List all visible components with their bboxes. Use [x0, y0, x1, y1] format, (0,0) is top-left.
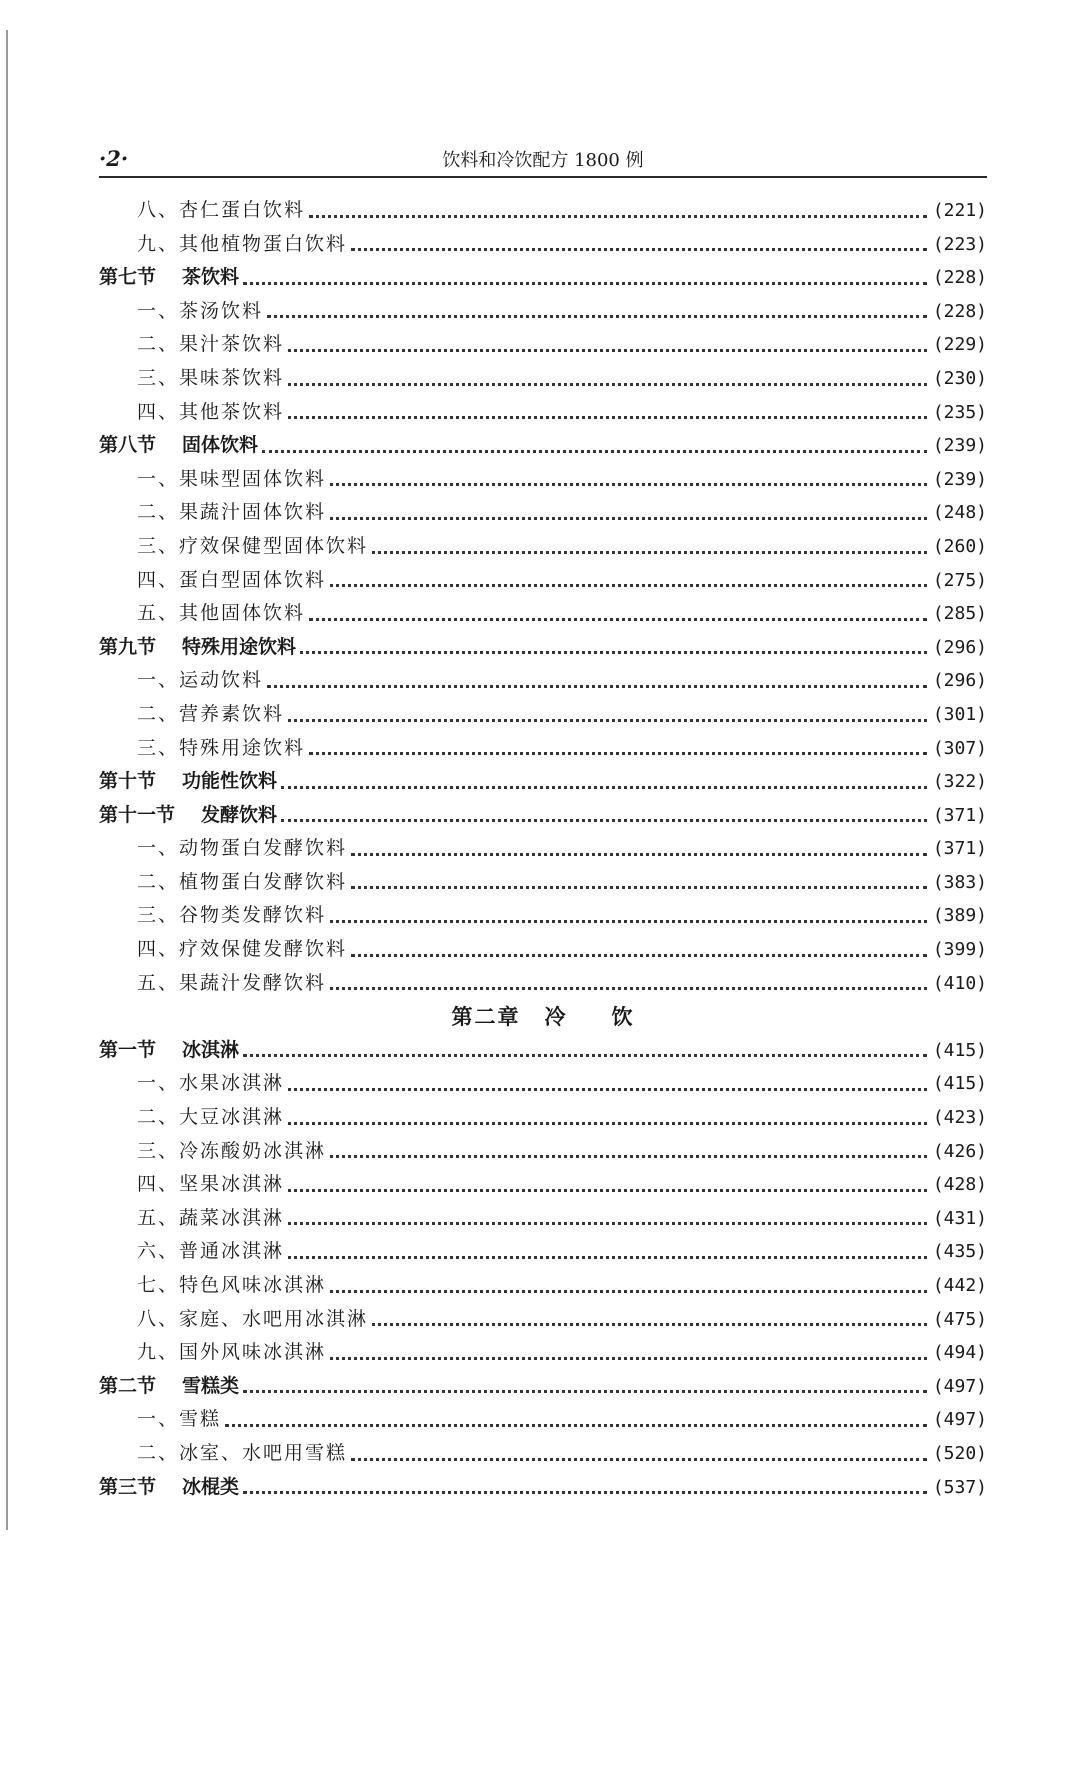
toc-page-number: (235)	[932, 401, 987, 423]
toc-entry-row[interactable]	[99, 1168, 987, 1202]
toc-entry-title: 果蔬汁发酵饮料	[179, 971, 327, 994]
toc-page-number: (494)	[932, 1342, 987, 1364]
toc-entry-title: 疗效保健发酵饮料	[179, 938, 348, 961]
toc-page-number: (228)	[932, 300, 987, 322]
toc-page-number: (221)	[932, 200, 987, 221]
toc-page-number: (230)	[932, 367, 987, 389]
toc-entry-label	[99, 698, 284, 732]
toc-entry-label	[99, 295, 263, 329]
toc-entry-label	[99, 228, 347, 262]
toc-entry-label	[99, 1269, 326, 1303]
toc-entry-number: 二、	[137, 870, 180, 893]
toc-entry-label	[99, 1437, 347, 1471]
toc-entry-number: 三、	[137, 904, 180, 927]
toc-entry-label	[99, 194, 305, 228]
toc-entry-title: 特殊用途饮料	[179, 736, 306, 759]
dot-leader	[330, 1155, 927, 1158]
toc-entry-label	[99, 1202, 284, 1236]
toc-page-number: (497)	[932, 1375, 987, 1397]
toc-entry-row[interactable]	[99, 664, 987, 698]
dot-leader	[288, 1189, 927, 1192]
toc-entry-number: 八、	[137, 199, 180, 221]
toc-entry-title: 果味茶饮料	[179, 366, 285, 389]
toc-entry-label	[99, 967, 326, 1001]
toc-page-number: (415)	[932, 1073, 987, 1095]
toc-entry-label	[99, 1471, 239, 1505]
toc-entry-number: 二、	[137, 1441, 180, 1464]
dot-leader	[309, 618, 927, 621]
toc-entry-title: 动物蛋白发酵饮料	[179, 837, 348, 860]
toc-entry-title: 营养素饮料	[179, 702, 285, 725]
toc-entry-title: 植物蛋白发酵饮料	[179, 870, 348, 893]
toc-entry-title: 家庭、水吧用冰淇淋	[179, 1307, 369, 1330]
toc-entry-label	[99, 1168, 284, 1202]
toc-entry-label	[99, 1067, 284, 1101]
toc-entry-number: 三、	[137, 366, 180, 389]
dot-leader	[372, 551, 927, 554]
toc-page-number: (307)	[932, 737, 987, 759]
toc-entry-number: 一、	[137, 837, 180, 860]
dot-leader	[288, 719, 927, 722]
toc-page-number: (301)	[932, 703, 987, 725]
toc-entry-title: 其他茶饮料	[179, 400, 285, 423]
toc-entry-title: 运动饮料	[179, 669, 264, 692]
toc-entry-number: 第七节	[99, 266, 157, 289]
toc-entry-number: 第八节	[99, 434, 157, 457]
toc-section-row[interactable]	[99, 261, 987, 295]
page-number: ·2·	[99, 146, 129, 171]
dot-leader	[351, 853, 927, 856]
toc-entry-label	[99, 765, 277, 799]
toc-entry-row[interactable]	[99, 1403, 987, 1437]
toc-entry-number: 一、	[137, 1408, 180, 1431]
chapter-heading	[99, 1000, 987, 1034]
dot-leader	[288, 1088, 927, 1091]
dot-leader	[330, 517, 927, 520]
toc-page-number: (442)	[932, 1275, 987, 1296]
dot-leader	[372, 1323, 927, 1326]
toc-entry-number: 七、	[137, 1274, 180, 1296]
toc-entry-title: 其他固体饮料	[179, 602, 306, 625]
toc-entry-number: 八、	[137, 1307, 180, 1330]
toc-entry-number: 二、	[137, 702, 180, 725]
dot-leader	[309, 752, 927, 755]
toc-entry-number: 第三节	[99, 1475, 157, 1498]
toc-section-row[interactable]	[99, 429, 987, 463]
dot-leader	[281, 786, 927, 789]
toc-entry-label	[99, 631, 296, 665]
toc-entry-number: 四、	[137, 400, 180, 423]
toc-page-number: (239)	[932, 468, 987, 490]
dot-leader	[288, 1256, 927, 1259]
toc-page-number: (296)	[932, 670, 987, 692]
toc-entry-label	[99, 1101, 284, 1135]
dot-leader	[351, 886, 927, 889]
toc-page-number: (410)	[932, 972, 987, 994]
toc-page-number: (239)	[932, 435, 987, 457]
toc-entry-row[interactable]	[99, 194, 987, 228]
toc-entry-title: 发酵饮料	[201, 803, 278, 826]
toc-entry-title: 功能性饮料	[182, 770, 278, 793]
page-edge-rule	[6, 30, 8, 1530]
chapter-number: 第二章	[451, 1004, 521, 1030]
toc-page-number: (426)	[932, 1140, 987, 1162]
toc-entry-number: 五、	[137, 1206, 180, 1229]
toc-entry-label	[99, 1403, 221, 1437]
toc-entry-label	[99, 328, 284, 362]
toc-entry-title: 蔬菜冰淇淋	[179, 1206, 285, 1229]
toc-entry-row[interactable]	[99, 396, 987, 430]
toc-page-number: (435)	[932, 1241, 987, 1263]
toc-entry-title: 水果冰淇淋	[179, 1072, 285, 1095]
dot-leader	[267, 685, 927, 688]
toc-entry-title: 冰淇淋	[182, 1038, 240, 1061]
toc-page-number: (228)	[932, 267, 987, 289]
toc-entry-label	[99, 496, 326, 530]
toc-entry-row[interactable]	[99, 564, 987, 598]
toc-section-row[interactable]	[99, 1034, 987, 1068]
toc-page-number: (431)	[932, 1207, 987, 1229]
toc-entry-row[interactable]	[99, 295, 987, 329]
toc-section-row[interactable]	[99, 1370, 987, 1404]
dot-leader	[351, 954, 927, 957]
toc-entry-title: 果味型固体饮料	[179, 467, 327, 490]
toc-entry-row[interactable]	[99, 832, 987, 866]
toc-page-number: (275)	[932, 569, 987, 591]
toc-page-number: (537)	[932, 1476, 987, 1498]
dot-leader	[262, 450, 927, 453]
toc-entry-title: 特色风味冰淇淋	[179, 1274, 327, 1296]
toc-entry-row[interactable]	[99, 698, 987, 732]
table-of-contents	[99, 194, 987, 1504]
toc-entry-label	[99, 899, 326, 933]
toc-entry-title: 特殊用途饮料	[182, 635, 297, 658]
toc-entry-row[interactable]	[99, 1202, 987, 1236]
dot-leader	[243, 1054, 927, 1057]
toc-entry-title: 普通冰淇淋	[179, 1240, 285, 1263]
toc-entry-number: 五、	[137, 602, 180, 625]
toc-page-number: (423)	[932, 1107, 987, 1129]
toc-page-number: (229)	[932, 334, 987, 356]
toc-entry-number: 第九节	[99, 635, 157, 658]
toc-page-number: (296)	[932, 636, 987, 658]
dot-leader	[281, 819, 927, 822]
toc-entry-title: 蛋白型固体饮料	[179, 568, 327, 591]
toc-entry-number: 第十一节	[99, 803, 176, 826]
toc-entry-title: 坚果冰淇淋	[179, 1173, 285, 1196]
toc-entry-row[interactable]	[99, 1067, 987, 1101]
toc-entry-label	[99, 1336, 326, 1370]
dot-leader	[288, 1222, 927, 1225]
toc-entry-title: 杏仁蛋白饮料	[179, 199, 306, 221]
toc-entry-label	[99, 463, 326, 497]
toc-entry-row[interactable]	[99, 732, 987, 766]
toc-entry-row[interactable]	[99, 1269, 987, 1303]
toc-entry-number: 二、	[137, 333, 180, 356]
toc-entry-number: 五、	[137, 971, 180, 994]
dot-leader	[330, 987, 927, 990]
toc-entry-title: 雪糕	[179, 1408, 222, 1431]
toc-entry-label	[99, 799, 277, 833]
toc-entry-number: 六、	[137, 1240, 180, 1263]
toc-section-row[interactable]	[99, 631, 987, 665]
toc-entry-number: 二、	[137, 1106, 180, 1129]
toc-entry-label	[99, 1235, 284, 1269]
toc-entry-row[interactable]	[99, 933, 987, 967]
toc-entry-row[interactable]	[99, 1101, 987, 1135]
toc-entry-title: 谷物类发酵饮料	[179, 904, 327, 927]
toc-page-number: (223)	[932, 233, 987, 255]
toc-entry-row[interactable]	[99, 228, 987, 262]
toc-entry-title: 冷冻酸奶冰淇淋	[179, 1139, 327, 1162]
dot-leader	[267, 315, 927, 318]
toc-page-number: (383)	[932, 871, 987, 893]
toc-entry-number: 三、	[137, 534, 180, 557]
toc-entry-row[interactable]	[99, 362, 987, 396]
dot-leader	[300, 651, 927, 654]
toc-entry-label	[99, 832, 347, 866]
dot-leader	[243, 1491, 927, 1494]
toc-entry-number: 三、	[137, 1139, 180, 1162]
dot-leader	[351, 248, 927, 251]
dot-leader	[288, 349, 927, 352]
toc-entry-label	[99, 429, 258, 463]
toc-page-number: (415)	[932, 1039, 987, 1061]
toc-page-number: (371)	[932, 804, 987, 826]
toc-entry-number: 四、	[137, 938, 180, 961]
dot-leader	[330, 920, 927, 923]
toc-entry-number: 四、	[137, 1173, 180, 1196]
toc-page-number: (322)	[932, 771, 987, 793]
toc-entry-number: 九、	[137, 1341, 180, 1364]
toc-section-row[interactable]	[99, 765, 987, 799]
toc-page-number: (399)	[932, 939, 987, 961]
dot-leader	[225, 1424, 927, 1427]
toc-entry-label	[99, 933, 347, 967]
dot-leader	[288, 383, 927, 386]
toc-page-number: (428)	[932, 1174, 987, 1196]
toc-entry-row[interactable]	[99, 1336, 987, 1370]
toc-entry-title: 雪糕类	[182, 1374, 240, 1397]
toc-entry-title: 果汁茶饮料	[179, 333, 285, 356]
dot-leader	[243, 282, 927, 285]
toc-entry-row[interactable]	[99, 1437, 987, 1471]
toc-page-number: (248)	[932, 502, 987, 524]
toc-entry-title: 疗效保健型固体饮料	[179, 534, 369, 557]
toc-entry-row[interactable]	[99, 496, 987, 530]
dot-leader	[288, 416, 927, 419]
dot-leader	[351, 1458, 927, 1461]
toc-entry-number: 二、	[137, 501, 180, 524]
page-header	[99, 146, 987, 178]
toc-entry-number: 一、	[137, 467, 180, 490]
toc-entry-label	[99, 732, 305, 766]
toc-entry-label	[99, 396, 284, 430]
toc-entry-label	[99, 362, 284, 396]
toc-entry-title: 国外风味冰淇淋	[179, 1341, 327, 1364]
toc-entry-number: 第十节	[99, 770, 157, 793]
toc-entry-label	[99, 597, 305, 631]
chapter-title-part: 饮	[611, 1004, 635, 1030]
toc-entry-title: 固体饮料	[182, 434, 259, 457]
toc-section-row[interactable]	[99, 1471, 987, 1505]
dot-leader	[330, 1357, 927, 1360]
toc-page-number: (371)	[932, 838, 987, 860]
toc-entry-number: 一、	[137, 299, 180, 322]
toc-entry-title: 茶饮料	[182, 266, 240, 289]
running-title: 饮料和冷饮配方 1800 例	[442, 150, 644, 171]
dot-leader	[288, 1122, 927, 1125]
toc-entry-label	[99, 866, 347, 900]
toc-entry-number: 第一节	[99, 1038, 157, 1061]
toc-entry-label	[99, 564, 326, 598]
toc-entry-label	[99, 1370, 239, 1404]
toc-entry-row[interactable]	[99, 1135, 987, 1169]
toc-entry-label	[99, 530, 368, 564]
toc-entry-number: 第二节	[99, 1374, 157, 1397]
toc-entry-row[interactable]	[99, 328, 987, 362]
toc-entry-label	[99, 261, 239, 295]
toc-page-number: (285)	[932, 603, 987, 625]
toc-entry-row[interactable]	[99, 530, 987, 564]
dot-leader	[243, 1390, 927, 1393]
toc-page-number: (497)	[932, 1409, 987, 1431]
toc-section-row[interactable]	[99, 799, 987, 833]
toc-entry-label	[99, 1135, 326, 1169]
dot-leader	[330, 483, 927, 486]
toc-entry-title: 其他植物蛋白饮料	[179, 232, 348, 255]
toc-page-number: (260)	[932, 535, 987, 557]
toc-entry-title: 茶汤饮料	[179, 299, 264, 322]
toc-page-number: (389)	[932, 905, 987, 927]
dot-leader	[330, 1290, 927, 1293]
toc-entry-label	[99, 1303, 368, 1337]
toc-entry-row[interactable]	[99, 1235, 987, 1269]
dot-leader	[330, 584, 927, 587]
toc-page-number: (520)	[932, 1442, 987, 1464]
toc-entry-number: 一、	[137, 1072, 180, 1095]
toc-entry-row[interactable]	[99, 866, 987, 900]
toc-entry-row[interactable]	[99, 899, 987, 933]
toc-entry-title: 冰棍类	[182, 1475, 240, 1498]
toc-entry-row[interactable]	[99, 597, 987, 631]
toc-entry-row[interactable]	[99, 967, 987, 1001]
toc-entry-title: 冰室、水吧用雪糕	[179, 1441, 348, 1464]
chapter-title-part: 冷	[544, 1004, 568, 1030]
toc-entry-row[interactable]	[99, 463, 987, 497]
toc-entry-label	[99, 664, 263, 698]
toc-entry-number: 九、	[137, 232, 180, 255]
toc-entry-number: 一、	[137, 669, 180, 692]
toc-entry-row[interactable]	[99, 1303, 987, 1337]
toc-entry-title: 大豆冰淇淋	[179, 1106, 285, 1129]
toc-entry-number: 四、	[137, 568, 180, 591]
toc-page-number: (475)	[932, 1308, 987, 1330]
toc-entry-number: 三、	[137, 736, 180, 759]
dot-leader	[309, 215, 927, 218]
toc-entry-label	[99, 1034, 239, 1068]
toc-entry-title: 果蔬汁固体饮料	[179, 501, 327, 524]
